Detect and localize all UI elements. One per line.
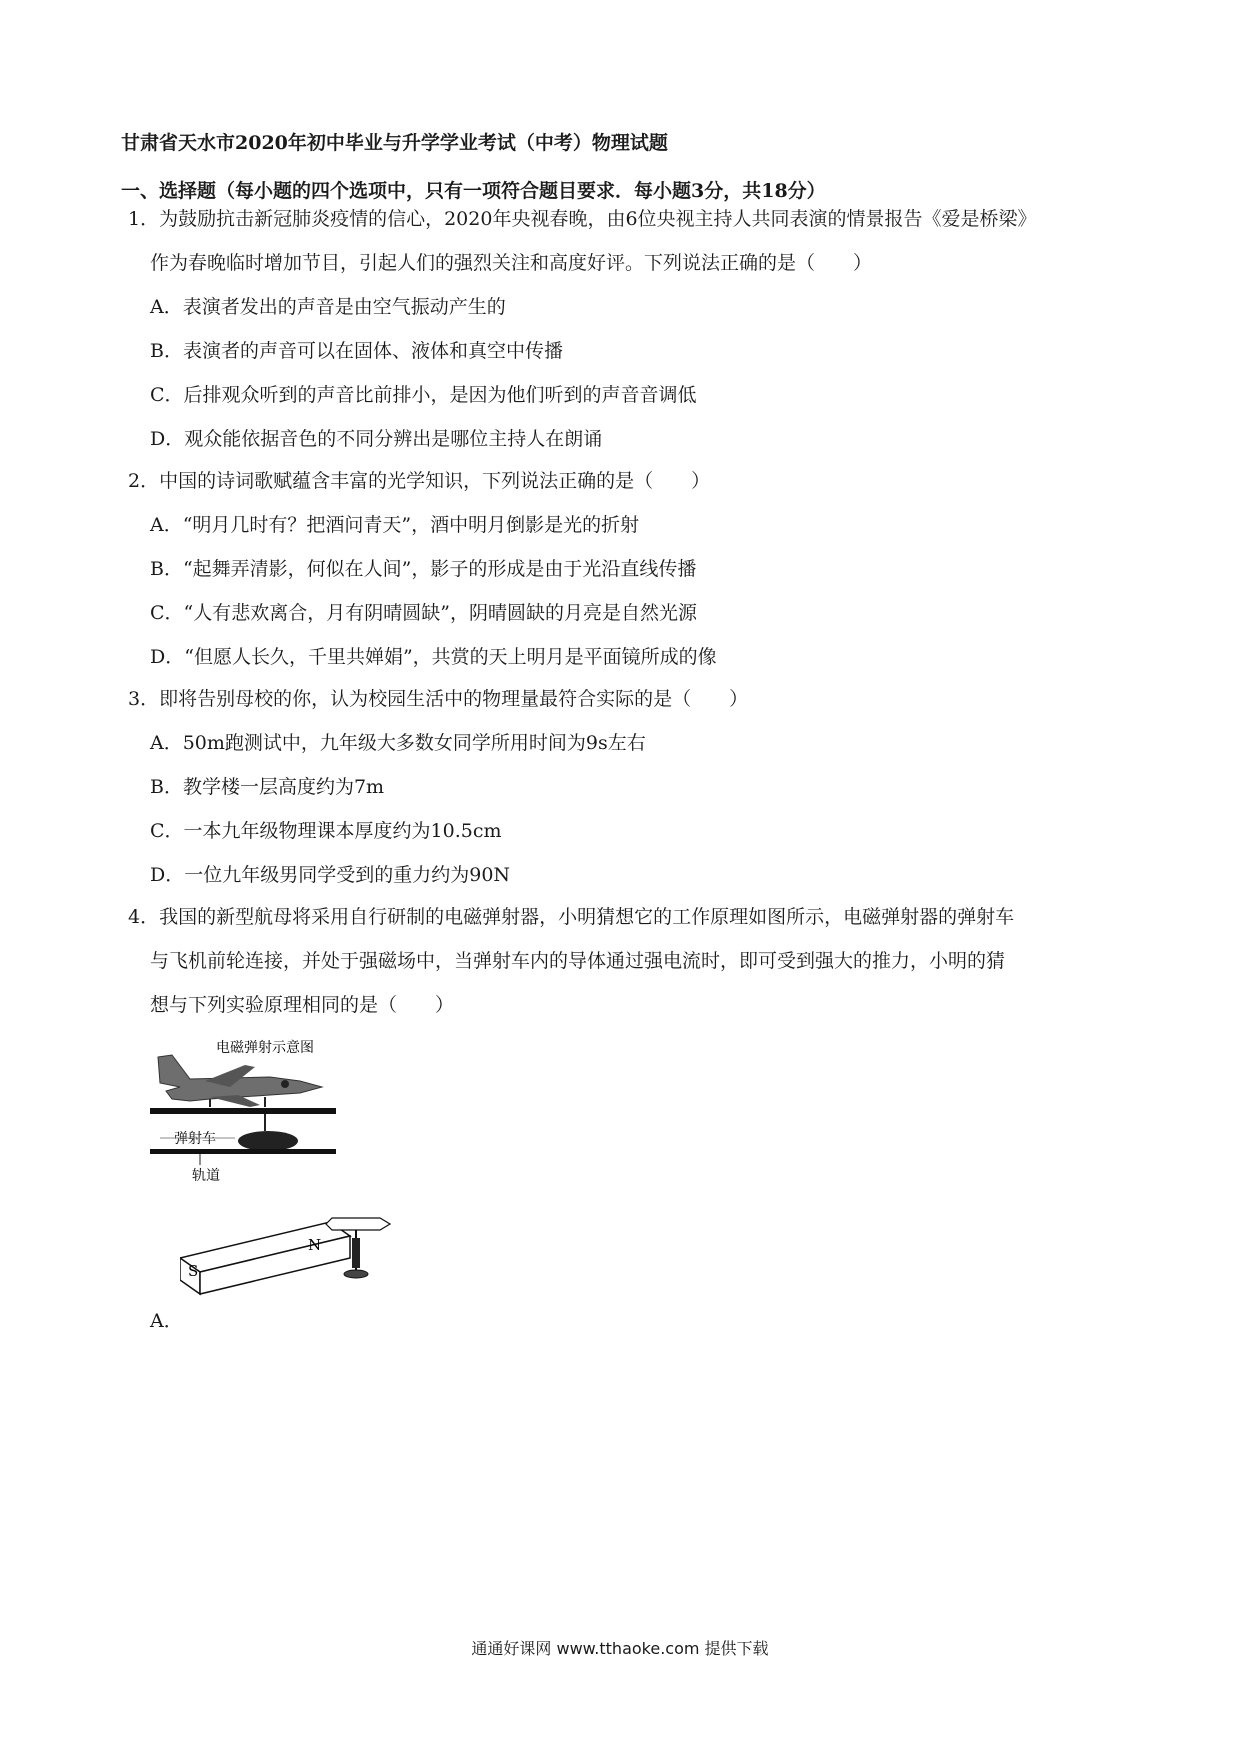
question-1-line-1: 1．为鼓励抗击新冠肺炎疫情的信心，2020年央视春晚，由6位央视主持人共同表演的情景报告《爱是桥梁》	[128, 208, 1037, 230]
page-footer: 通通好课网 www.tthaoke.com 提供下载	[471, 1639, 769, 1658]
bar-magnet	[180, 1222, 350, 1294]
bar-magnet-diagram	[180, 1210, 430, 1320]
question-2-option-a: A．“明月几时有？把酒问青天”，酒中明月倒影是光的折射	[150, 514, 640, 536]
track-label: 轨道	[192, 1168, 220, 1184]
question-3-option-d: D．一位九年级男同学受到的重力约为90N	[150, 864, 511, 886]
question-4-line-2: 与飞机前轮连接，并处于强磁场中，当弹射车内的导体通过强电流时，即可受到强大的推力，小明的猜	[150, 950, 1006, 972]
question-1-option-d: D．观众能依据音色的不同分辨出是哪位主持人在朗诵	[150, 428, 603, 450]
question-3-option-c: C．一本九年级物理课本厚度约为10.5cm	[150, 820, 502, 842]
question-1-line-2: 作为春晚临时增加节目，引起人们的强烈关注和高度好评。下列说法正确的是（ ）	[150, 252, 873, 274]
catapult-diagram	[150, 1035, 370, 1190]
question-3-line-1: 3．即将告别母校的你，认为校园生活中的物理量最符合实际的是（ ）	[128, 688, 749, 710]
section-heading: 一、选择题（每小题的四个选项中，只有一项符合题目要求．每小题3分，共18分）	[121, 180, 826, 202]
catapult-caption: 电磁弹射示意图	[216, 1040, 314, 1056]
deck-bar	[150, 1108, 336, 1114]
cart-label: 弹射车	[174, 1131, 216, 1147]
question-1-option-c: C．后排观众听到的声音比前排小，是因为他们听到的声音音调低	[150, 384, 697, 406]
track-bar	[150, 1149, 336, 1154]
north-pole-label: N	[308, 1236, 322, 1254]
question-2-option-c: C．“人有悲欢离合，月有阴晴圆缺”，阴晴圆缺的月亮是自然光源	[150, 602, 697, 624]
question-4-option-a: A．	[150, 1310, 183, 1332]
question-4-line-1: 4．我国的新型航母将采用自行研制的电磁弹射器，小明猜想它的工作原理如图所示，电磁弹射器的弹射车	[128, 906, 1015, 928]
question-3-option-a: A．50m跑测试中，九年级大多数女同学所用时间为9s左右	[150, 732, 646, 754]
south-pole-label: S	[188, 1262, 199, 1280]
question-1-option-a: A．表演者发出的声音是由空气振动产生的	[150, 296, 506, 318]
question-4-line-3: 想与下列实验原理相同的是（ ）	[150, 994, 455, 1016]
aircraft-image	[158, 1055, 322, 1107]
catapult-cart-shape	[238, 1131, 298, 1151]
exam-title: 甘肃省天水市2020年初中毕业与升学学业考试（中考）物理试题	[121, 132, 668, 154]
question-2-option-d: D．“但愿人长久，千里共婵娟”，共赏的天上明月是平面镜所成的像	[150, 646, 717, 668]
question-2-line-1: 2．中国的诗词歌赋蕴含丰富的光学知识，下列说法正确的是（ ）	[128, 470, 711, 492]
question-3-option-b: B．教学楼一层高度约为7m	[150, 776, 385, 798]
question-2-option-b: B．“起舞弄清影，何似在人间”，影子的形成是由于光沿直线传播	[150, 558, 697, 580]
question-1-option-b: B．表演者的声音可以在固体、液体和真空中传播	[150, 340, 563, 362]
